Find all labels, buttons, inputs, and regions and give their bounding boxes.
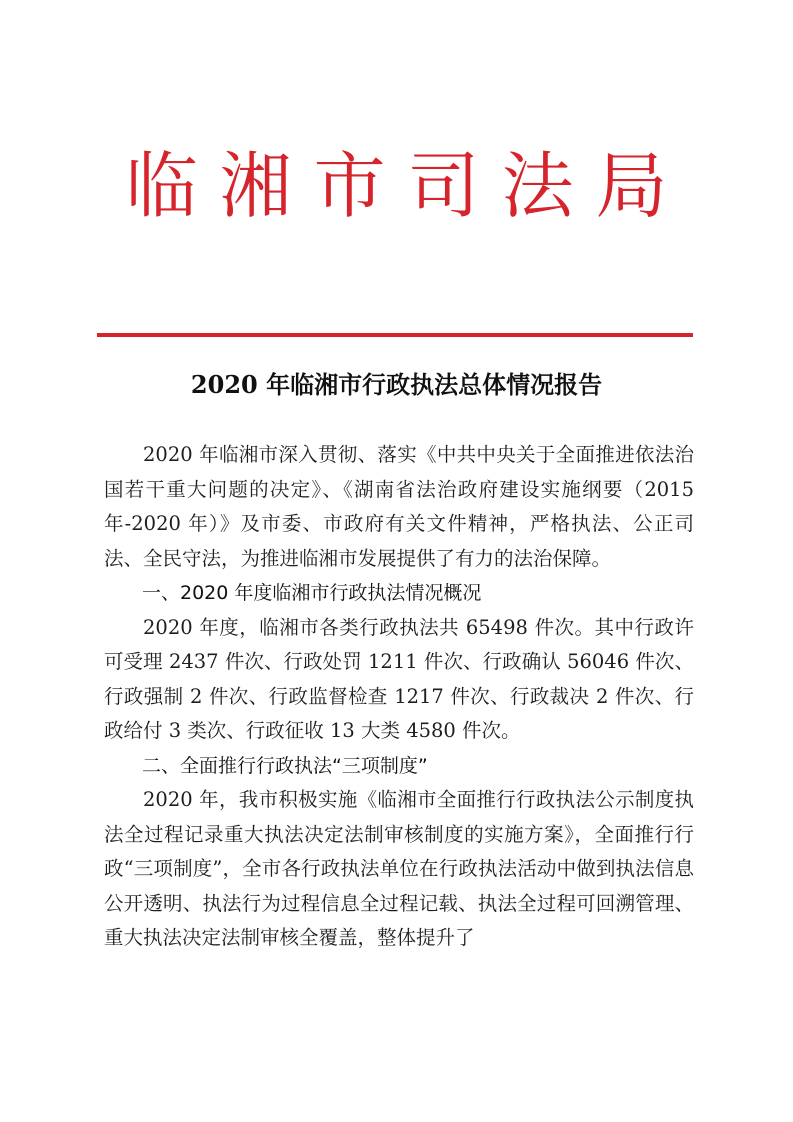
section-1-paragraph: 2020 年度，临湘市各类行政执法共 65498 件次。其中行政许可受理 2437 件次、行政处罚 1211 件次、行政确认 56046 件次、行政强制 2 件次、行政监督检查 1217 件次、行政裁决 2 件次、行政给付 3 类次、行政征收 13 大类 4580 件次。 <box>104 615 694 742</box>
intro-paragraph: 2020 年临湘市深入贯彻、落实《中共中央关于全面推进依法治国若干重大问题的决定》、《湖南省法治政府建设实施纲要（2015 年-2020 年）》及市委、市政府有关文件精神，严格执法、公正司法、全民守法，为推进临湘市发展提供了有力的法治保障。 <box>104 443 694 570</box>
document-title: 2020 年临湘市行政执法总体情况报告 <box>190 370 603 399</box>
red-divider-line <box>97 333 693 337</box>
section-heading-2: 二、全面推行行政执法“三项制度” <box>142 754 428 777</box>
section-heading-1: 一、2020 年度临湘市行政执法情况概况 <box>142 582 482 604</box>
section-2-paragraph: 2020 年，我市积极实施《临湘市全面推行行政执法公示制度执法全过程记录重大执法决定法制审核制度的实施方案》，全面推行行政“三项制度”，全市各行政执法单位在行政执法活动中做到执法信息公开透明、执法行为过程信息全过程记载、执法全过程可回溯管理、重大执法决定法制审核全覆盖，整体提升了 <box>104 788 694 949</box>
document-body <box>104 438 694 956</box>
organization-name-header: 临湘市司法局 <box>125 144 690 228</box>
